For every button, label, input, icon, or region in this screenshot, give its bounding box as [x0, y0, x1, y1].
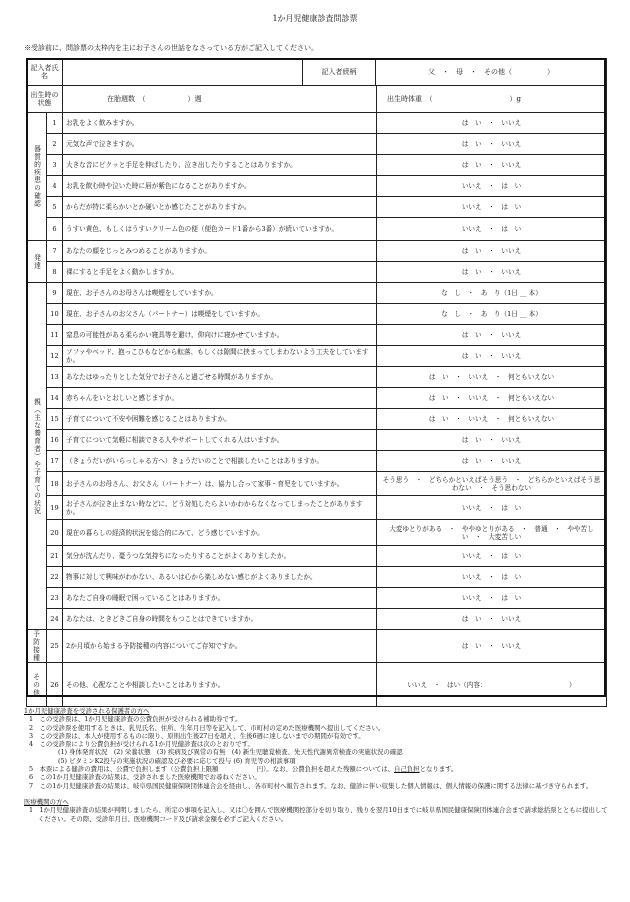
question-row: [27, 113, 607, 134]
question-answer-options[interactable]: な し ・ あ り（1日 __ 本）: [377, 304, 607, 325]
question-answer-options[interactable]: いいえ ・ は い: [377, 567, 607, 588]
question-number: 25: [47, 630, 63, 663]
question-row: [27, 588, 607, 609]
question-row: [27, 472, 607, 496]
question-text: あなたは、ときどきご自身の時間をもつことはできていますか。: [63, 609, 377, 630]
question-text: （きょうだいがいらっしゃる方へ）きょうだいのことで相談したいことはありますか。: [63, 451, 377, 472]
guardian-note-7: 7 この1か月児健康診査の結果は、岐阜県国民健康保険団体連合会を経由し、各市町村へ報告されます。なお、健診に伴い収集した個人情報は、個人情報の保護に関する法律に基づき守られます。: [29, 781, 593, 790]
question-text: お乳をよく飲みますか。: [63, 113, 377, 134]
guardian-note-3: 3 この受診票は、本人が使用するものに限り、原則出生後27日を超え、生後6週に達しないまでの期間が有効です。: [29, 731, 365, 740]
question-row: [27, 176, 607, 197]
question-answer-options[interactable]: は い ・ いいえ ・ 何ともいえない: [377, 388, 607, 409]
question-text: 窒息の可能性がある柔らかい寝具等を避け、仰向けに寝かせていますか。: [63, 325, 377, 346]
question-text: あなたはゆったりとした気分でお子さんと過ごせる時間がありますか。: [63, 367, 377, 388]
question-number: 11: [47, 325, 63, 346]
question-text: 現在、お子さんのお母さんは喫煙をしていますか。: [63, 283, 377, 304]
guardian-note-4a: (1) 身体発育状況 (2) 栄養状態 (3) 疾病及び異常の有無 (4) 新生児聴覚検査、先天性代謝異常検査の実施状況の確認: [58, 748, 403, 757]
question-number: 10: [47, 304, 63, 325]
question-row: [27, 630, 607, 663]
question-answer-options[interactable]: は い ・ いいえ ・ 何ともいえない: [377, 409, 607, 430]
gestation-field[interactable]: 在胎週数 （ ）週: [63, 86, 377, 113]
question-number: 26: [47, 663, 63, 707]
question-text: お子さんのお母さん、お父さん（パートナー）は、協力し合って家事・育児をしていますか。: [63, 472, 377, 496]
question-text: からだが特に柔らかいとか硬いとか感じたことがありますか。: [63, 197, 377, 218]
question-answer-options[interactable]: は い ・ いいえ: [377, 346, 607, 367]
question-text: 2か月頃から始まる予防接種の内容についてご存知ですか。: [63, 630, 377, 663]
intro-note: ※受診前に、問診票の太枠内を主にお子さんの世話をなさっている方がご記入してください。: [24, 44, 318, 52]
guardian-note-4: 4 この受診票により公費負担が受けられる1か月児健診査は次のとおりです。: [29, 740, 254, 749]
guardian-note-6: 6 この1か月児健康診査の結果は、受診されました医療機関でお尋ねください。: [29, 773, 261, 782]
question-answer-options[interactable]: は い ・ いいえ: [377, 134, 607, 155]
guardian-note-2: 2 この受診票を使用するときは、乳児氏名、住所、生年月日等を記入して、市町村の定めた医療機関へ提出してください。: [29, 723, 385, 732]
section-prevention: 予防接種: [27, 630, 47, 663]
section-development: 発達: [27, 241, 47, 283]
question-text: 子育てについて気軽に相談できる人やサポートしてくれる人はいますか。: [63, 430, 377, 451]
question-row: [27, 218, 607, 241]
question-row: [27, 567, 607, 588]
question-answer-options[interactable]: いいえ ・ は い: [377, 197, 607, 218]
question-text: 気分が沈んだり、憂うつな気持ちになったりすることがよくありましたか。: [63, 546, 377, 567]
question-answer-options[interactable]: は い ・ いいえ ・ 何ともいえない: [377, 367, 607, 388]
question-answer-options[interactable]: は い ・ いいえ: [377, 630, 607, 663]
question-text: お子さんが泣き止まない時などに、どう対処したらよいかわからなくなってしまったことがありますか。: [63, 496, 377, 520]
section-organic: 器質的疾患の確認: [27, 113, 47, 241]
question-answer-options[interactable]: は い ・ いいえ: [377, 262, 607, 283]
question-answer-options[interactable]: そう思う ・ どちらかといえばそう思う ・ どちらかといえばそう思わない ・ そう思わない: [377, 472, 607, 496]
clinic-note-1: 1 1か月児健康診査の結果が判明しましたら、所定の事項を記入し、又は〇を囲んで医療機関控部分を切り取り、残りを翌月10日までに岐阜県国民健康保険団体連合会まで請求総括票とともに提出してください。その際、受診年月日、医療機関コード及び請求金額を必ずご記入ください。: [29, 806, 608, 823]
question-number: 20: [47, 520, 63, 546]
question-number: 5: [47, 197, 63, 218]
question-number: 1: [47, 113, 63, 134]
question-answer-options[interactable]: は い ・ いいえ: [377, 430, 607, 451]
section-parents: 親（主な養育者）や子育ての状況: [27, 283, 47, 630]
question-row: [27, 262, 607, 283]
question-answer-options[interactable]: いいえ ・ は い: [377, 218, 607, 241]
question-text: 物事に対して興味がわかない、あるいは心から楽しめない感じがよくありましたか。: [63, 567, 377, 588]
question-row: [27, 663, 607, 707]
question-text: 現在、お子さんのお父さん（パートナー）は喫煙をしていますか。: [63, 304, 377, 325]
question-answer-options[interactable]: は い ・ いいえ: [377, 155, 607, 176]
question-answer-options[interactable]: 大変ゆとりがある ・ ややゆとりがある ・ 普通 ・ やや苦しい ・ 大変苦しい: [377, 520, 607, 546]
question-number: 12: [47, 346, 63, 367]
question-text: 元気な声で泣きますか。: [63, 134, 377, 155]
question-text: 現在の暮らしの経済的状況を総合的にみて、どう感じていますか。: [63, 520, 377, 546]
question-answer-options[interactable]: は い ・ いいえ: [377, 451, 607, 472]
page-title: 1か月児健康診査問診票: [272, 14, 358, 23]
question-text: その他、心配なことや相談したいことはありますか。: [63, 663, 377, 707]
question-number: 22: [47, 567, 63, 588]
question-text: ソファやベッド、抱っこひもなどから転落、もしくは隙間に挟まってしまわないよう工夫をしていますか。: [63, 346, 377, 367]
question-number: 24: [47, 609, 63, 630]
guardian-note-5: 5 本票による健診の費用は、公費で負担します（公費負担上限額 円）。なお、公費負担を超えた残額については、自己負担となります。: [29, 765, 458, 774]
question-row: [27, 409, 607, 430]
question-row: [27, 496, 607, 520]
question-number: 4: [47, 176, 63, 197]
question-text: あなたご自身の睡眠で困っていることはありますか。: [63, 588, 377, 609]
question-number: 8: [47, 262, 63, 283]
question-row: [27, 283, 607, 304]
question-number: 18: [47, 472, 63, 496]
question-row: [27, 346, 607, 367]
question-row: [27, 388, 607, 409]
question-number: 23: [47, 588, 63, 609]
question-answer-options[interactable]: いいえ ・ は い: [377, 546, 607, 567]
question-text: 大きな音にピクッと手足を伸ばしたり、泣き出したりすることはありますか。: [63, 155, 377, 176]
question-row: [27, 197, 607, 218]
question-number: 17: [47, 451, 63, 472]
question-number: 14: [47, 388, 63, 409]
question-number: 6: [47, 218, 63, 241]
question-row: [27, 609, 607, 630]
question-answer-options[interactable]: いいえ ・ は い: [377, 176, 607, 197]
questionnaire-table: [26, 58, 607, 707]
question-answer-options[interactable]: な し ・ あ り（1日 __ 本）: [377, 283, 607, 304]
question-number: 3: [47, 155, 63, 176]
question-answer-options[interactable]: は い ・ いいえ: [377, 241, 607, 262]
question-row: [27, 520, 607, 546]
section-other: その他: [27, 663, 47, 707]
question-row: [27, 367, 607, 388]
guardian-notes-heading: 1か月児健康診査を受診される保護者の方へ: [24, 707, 150, 715]
question-number: 7: [47, 241, 63, 262]
question-answer-options[interactable]: は い ・ いいえ: [377, 609, 607, 630]
question-number: 21: [47, 546, 63, 567]
question-answer-options[interactable]: いいえ ・ はい（内容： ）: [377, 663, 607, 707]
question-row: [27, 134, 607, 155]
guardian-notes: [24, 707, 614, 823]
question-answer-options[interactable]: は い ・ いいえ: [377, 113, 607, 134]
clinic-notes-heading: 医療機関の方へ: [24, 797, 69, 806]
question-text: 赤ちゃんをいとおしいと感じますか。: [63, 388, 377, 409]
question-row: [27, 451, 607, 472]
question-row: [27, 241, 607, 262]
relation-label: 記入者続柄: [302, 59, 375, 85]
question-answer-options[interactable]: は い ・ いいえ: [377, 325, 607, 346]
question-number: 2: [47, 134, 63, 155]
birth-weight-field[interactable]: 出生時体重 （ ）g: [377, 86, 607, 113]
question-number: 19: [47, 496, 63, 520]
question-text: 裸にすると手足をよく動かしますか。: [63, 262, 377, 283]
question-number: 16: [47, 430, 63, 451]
relation-options[interactable]: 父 ・ 母 ・ その他（ ）: [375, 59, 606, 85]
question-row: [27, 430, 607, 451]
question-text: うすい黄色、もしくはうすいクリーム色の便（便色カード1番から3番）が続いていますか。: [63, 218, 377, 241]
question-row: [27, 155, 607, 176]
question-number: 15: [47, 409, 63, 430]
question-text: 子育てについて不安や困難を感じることはありますか。: [63, 409, 377, 430]
guardian-note-4b: (5) ビタミンK2投与の実施状況の確認及び必要に応じて投与 (6) 育児等の相談事項: [58, 756, 296, 765]
question-row: [27, 304, 607, 325]
question-number: 13: [47, 367, 63, 388]
guardian-note-1: 1 この受診票は、1か月児健康診査の公費負担が受けられる補助券です。: [29, 715, 242, 724]
question-answer-options[interactable]: いいえ ・ は い: [377, 496, 607, 520]
question-row: [27, 546, 607, 567]
recorder-name-label: 記入者氏名: [27, 59, 63, 86]
question-text: あなたの顔をじっとみつめることがありますか。: [63, 241, 377, 262]
question-answer-options[interactable]: いいえ ・ は い: [377, 588, 607, 609]
birth-state-label: 出生時の状態: [27, 86, 63, 113]
question-row: [27, 325, 607, 346]
question-number: 9: [47, 283, 63, 304]
question-text: お乳を飲む時や泣いた時に唇が紫色になることがありますか。: [63, 176, 377, 197]
